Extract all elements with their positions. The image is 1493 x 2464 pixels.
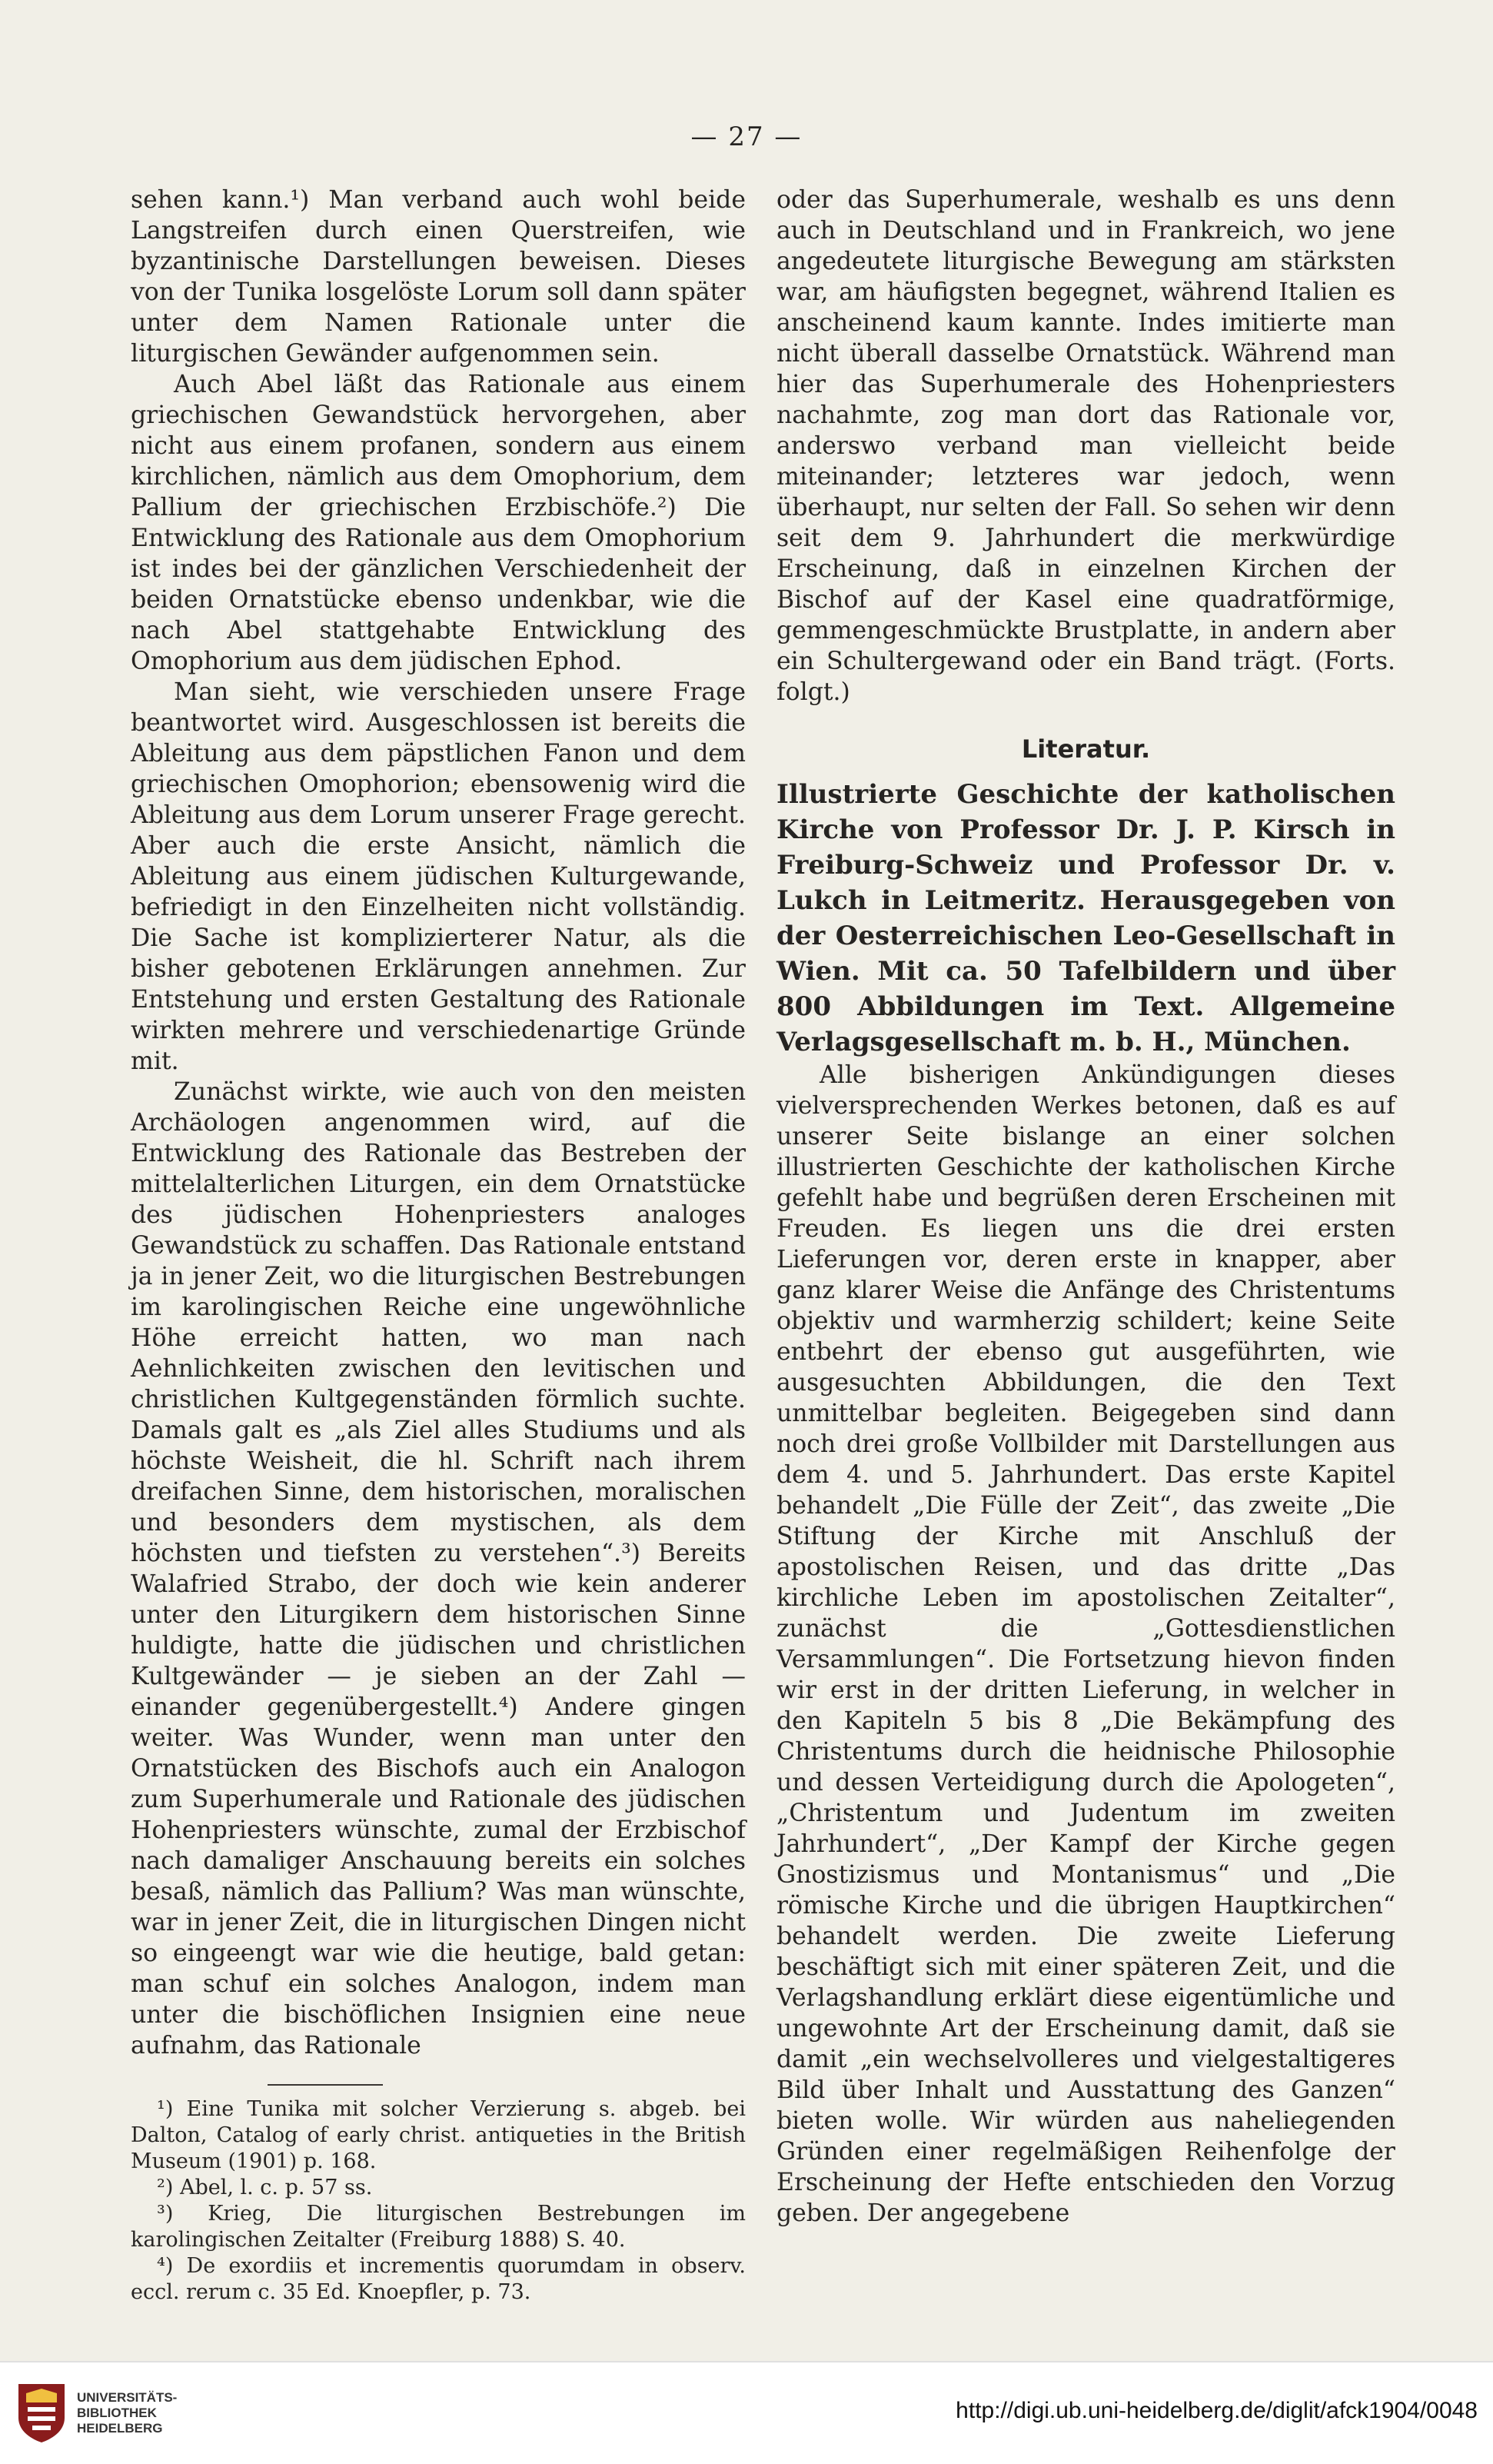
footnote: ¹) Eine Tunika mit solcher Verzierung s. abgeb. bei Dalton, Catalog of early christ. antiqueties in the British Museum (1901) p. 168. — [131, 2097, 746, 2173]
body-paragraph: Zunächst wirkte, wie auch von den meisten Archäologen angenommen wird, auf die Entwicklung des Rationale das Bestreben der mittelalterlichen Liturgen, ein dem Ornatstücke des jüdischen Hohenpriesters analoges Gewandstück zu schaffen. Das Rationale entstand ja in jener Zeit, wo die liturgischen Bestrebungen im karolingischen Reiche eine ungewöhnliche Höhe erreicht hatten, wo man nach Aehnlichkeiten zwischen den levitischen und christlichen Kultgegenständen förmlich suchte. Damals galt es „als Ziel alles Studiums und als höchste Weisheit, die hl. Schrift nach ihrem dreifachen Sinne, dem historischen, moralischen und besonders dem mystischen, als dem höchsten und tiefsten zu verstehen“.³) Bereits Walafried Strabo, der doch wie kein anderer unter den Liturgikern dem historischen Sinne huldigte, hatte die jüdischen und christlichen Kultgewänder — je sieben an der Zahl — einander gegenübergestellt.⁴) Andere gingen weiter. Was Wunder, wenn man unter den Ornatstücken des Bischofs auch ein Analogon zum Superhumerale und Rationale des jüdischen Hohenpriesters wünschte, zumal der Erzbischof nach damaliger Anschauung bereits ein solches besaß, nämlich das Pallium? Was man wünschte, war in jener Zeit, die in liturgischen Dingen nicht so eingeengt war wie die heutige, bald getan: man schuf ein solches Analogon, indem man unter die bischöflichen Insignien eine neue aufnahm, das Rationale — [131, 1078, 746, 2059]
library-name: UNIVERSITÄTS- BIBLIOTHEK HEIDELBERG — [77, 2390, 178, 2436]
section-heading: Literatur. — [1021, 734, 1151, 764]
footnote: ³) Krieg, Die liturgischen Bestrebungen im karolingischen Zeitalter (Freiburg 1888) S. 40. — [131, 2202, 746, 2252]
body-paragraph: sehen kann.¹) Man verband auch wohl beide Langstreifen durch einen Querstreifen, wie byzantinische Darstellungen beweisen. Dieses von der Tunika losgelöste Lorum soll dann später unter dem Namen Rationale unter die liturgischen Gewänder aufgenommen sein. — [131, 186, 746, 368]
footnote: ²) Abel, l. c. p. 57 ss. — [157, 2176, 373, 2199]
body-paragraph: Man sieht, wie verschieden unsere Frage beantwortet wird. Ausgeschlossen ist bereits die Ableitung aus dem päpstlichen Fanon und dem griechischen Omophorion; ebensowenig wird die Ableitung aus dem Lorum unserer Frage gerecht. Aber auch die erste Ansicht, nämlich die Ableitung aus einem jüdischen Kulturgewande, befriedigt in den Einzelheiten nicht vollständig. Die Sache ist komplizierterer Natur, als die bisher gebotenen Erklärungen annehmen. Zur Entstehung und ersten Gestaltung des Rationale wirkten mehrere und verschiedenartige Gründe mit. — [131, 678, 746, 1075]
footnotes — [131, 2096, 746, 2306]
source-url-link[interactable]: http://digi.ub.uni-heidelberg.de/diglit/afck1904/0048 — [956, 2398, 1478, 2423]
body-paragraph: Auch Abel läßt das Rationale aus einem griechischen Gewandstück hervorgehen, aber nicht aus einem profanen, sondern aus einem kirchlichen, nämlich aus dem Omophorium, dem Pallium der griechischen Erzbischöfe.²) Die Entwicklung des Rationale aus dem Omophorium ist indes bei der gänzlichen Verschiedenheit der beiden Ornatstücke ebenso undenkbar, wie die nach Abel stattgehabte Entwicklung des Omophorium aus dem jüdischen Ephod. — [131, 371, 746, 675]
viewer-footer — [0, 2361, 1493, 2464]
review-text: Alle bisherigen Ankündigungen dieses vielversprechenden Werkes betonen, daß es auf unserer Seite bislange an einer solchen illustrierten Geschichte der katholischen Kirche gefehlt habe und begrüßen deren Erscheinen mit Freuden. Es liegen uns die drei ersten Lieferungen vor, deren erste in knapper, aber ganz klarer Weise die Anfänge des Christentums objektiv und warmherzig schildert; keine Seite entbehrt der ebenso gut ausgeführten, wie ausgesuchten Abbildungen, die den Text unmittelbar begleiten. Beigegeben sind dann noch drei große Vollbilder mit Darstellungen aus dem 4. und 5. Jahrhundert. Das erste Kapitel behandelt „Die Fülle der Zeit“, das zweite „Die Stiftung der Kirche mit Anschluß der apostolischen Reisen, und das dritte „Das kirchliche Leben im apostolischen Zeitalter“, zunächst die „Gottesdienstlichen Versammlungen“. Die Fortsetzung hievon finden wir erst in der dritten Lieferung, in welcher in den Kapiteln 5 bis 8 „Die Bekämpfung des Christentums durch die heidnische Philosophie und dessen Verteidigung durch die Apologeten“, „Christentum und Judentum im zweiten Jahrhundert“, „Der Kampf der Kirche gegen Gnostizismus und Montanismus“ und „Die römische Kirche und die übrigen Hauptkirchen“ behandelt werden. Die zweite Lieferung beschäftigt sich mit einer späteren Zeit, und die Verlagshandlung erklärt diese eigentümliche und ungewohnte Art der Erscheinung damit, daß sie damit „ein wechselvolleres und vielgestaltigeres Bild über Inhalt und Ausstattung des Ganzen“ bieten wolle. Wir würden aus naheliegenden Gründen einer regelmäßigen Reihenfolge der Erscheinung der Hefte entschieden den Vorzug geben. Der angegebene — [776, 1061, 1395, 2227]
library-logo[interactable] — [15, 2382, 192, 2444]
footnote: ⁴) De exordiis et incrementis quorumdam in observ. eccl. rerum c. 35 Ed. Knoepfler, p. 73. — [131, 2254, 746, 2304]
page-number: — 27 — — [690, 122, 803, 152]
body-paragraph: oder das Superhumerale, weshalb es uns denn auch in Deutschland und in Frankreich, wo jene angedeutete liturgische Bewegung am stärksten war, am häufigsten begegnet, während Italien es anscheinend kaum kannte. Indes imitierte man nicht überall dasselbe Ornatstück. Während man hier das Superhumerale des Hohenpriesters nachahmte, zog man dort das Rationale vor, anderswo verband man vielleicht beide miteinander; letzteres war jedoch, wenn überhaupt, nur selten der Fall. So sehen wir denn seit dem 9. Jahrhundert die merkwürdige Erscheinung, daß in einzelnen Kirchen der Bischof auf der Kasel eine quadratförmige, gemmengeschmückte Brustplatte, in andern aber ein Schultergewand oder ein Band trägt. (Forts. folgt.) — [776, 186, 1395, 706]
left-column — [131, 185, 746, 2306]
right-column — [776, 185, 1395, 2229]
footnote-divider — [268, 2084, 383, 2086]
library-seal-icon — [15, 2382, 68, 2444]
review-title: Illustrierte Geschichte der katholischen Kirche von Professor Dr. J. P. Kirsch in Freiburg-Schweiz und Professor Dr. v. Lukch in Leitmeritz. Herausgegeben von der Oesterreichischen Leo-Gesellschaft in Wien. Mit ca. 50 Tafelbildern und über 800 Abbildungen im Text. Allgemeine Verlagsgesellschaft m. b. H., München. — [776, 779, 1395, 1057]
